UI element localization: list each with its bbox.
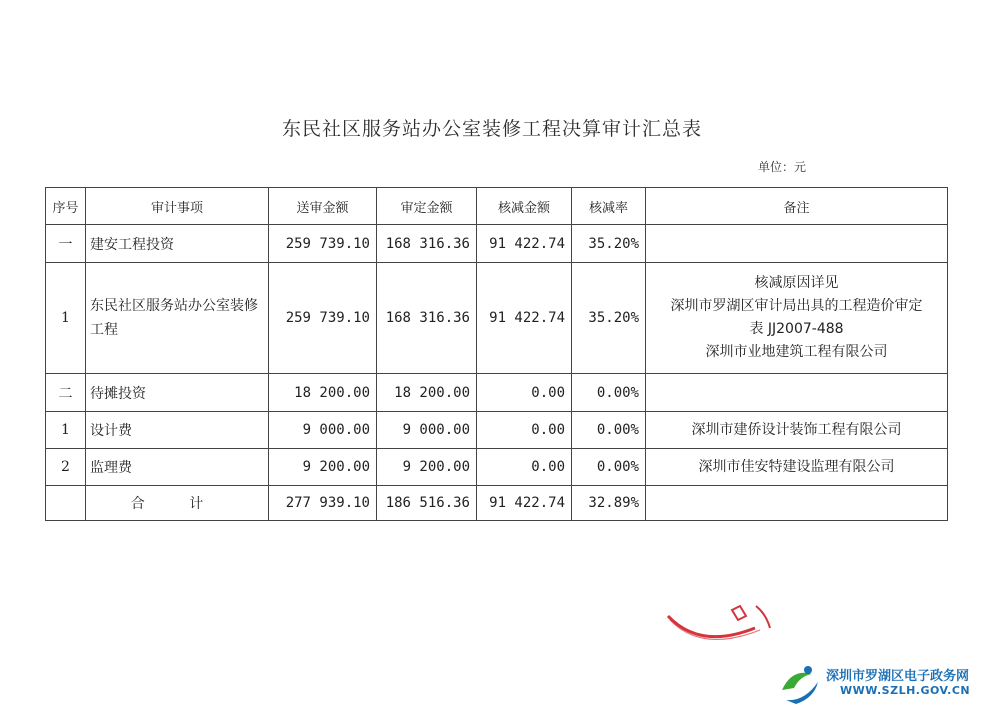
table-header-row xyxy=(46,188,948,225)
note-line: 表 JJ2007-488 xyxy=(749,321,844,337)
row-reduced: 91 422.74 xyxy=(477,225,572,263)
row-rate: 0.00% xyxy=(572,374,646,412)
header-approved-amount: 审定金额 xyxy=(377,188,477,225)
total-label: 合 计 xyxy=(86,486,269,521)
row-reduced: 0.00 xyxy=(477,412,572,449)
red-seal-stamp xyxy=(660,598,790,658)
row-submitted: 259 739.10 xyxy=(269,225,377,263)
row-note: 深圳市佳安特建设监理有限公司 xyxy=(646,449,948,486)
row-rate: 35.20% xyxy=(572,263,646,374)
row-rate: 0.00% xyxy=(572,412,646,449)
total-approved: 186 516.36 xyxy=(377,486,477,521)
row-index: 一 xyxy=(46,225,86,263)
row-index: 1 xyxy=(46,263,86,374)
table-row xyxy=(46,263,948,374)
table-row xyxy=(46,449,948,486)
row-index: 1 xyxy=(46,412,86,449)
header-index: 序号 xyxy=(46,188,86,225)
row-reduced: 0.00 xyxy=(477,449,572,486)
row-name: 设计费 xyxy=(86,412,269,449)
header-reduced-amount: 核减金额 xyxy=(477,188,572,225)
header-audit-item: 审计事项 xyxy=(86,188,269,225)
row-name: 建安工程投资 xyxy=(86,225,269,263)
note-line: 核减原因详见 xyxy=(754,275,839,291)
note-line: 深圳市业地建筑工程有限公司 xyxy=(705,344,888,360)
note-line: 深圳市罗湖区审计局出具的工程造价审定 xyxy=(670,298,923,314)
table-row xyxy=(46,374,948,412)
header-remarks: 备注 xyxy=(646,188,948,225)
row-approved: 9 200.00 xyxy=(377,449,477,486)
header-submitted-amount: 送审金额 xyxy=(269,188,377,225)
row-index: 二 xyxy=(46,374,86,412)
total-note xyxy=(646,486,948,521)
row-approved: 9 000.00 xyxy=(377,412,477,449)
row-approved: 168 316.36 xyxy=(377,263,477,374)
row-note xyxy=(646,225,948,263)
row-submitted: 259 739.10 xyxy=(269,263,377,374)
audit-summary-table xyxy=(45,187,948,521)
total-index xyxy=(46,486,86,521)
row-index: 2 xyxy=(46,449,86,486)
row-reduced: 91 422.74 xyxy=(477,263,572,374)
row-note xyxy=(646,374,948,412)
row-reduced: 0.00 xyxy=(477,374,572,412)
row-submitted: 9 200.00 xyxy=(269,449,377,486)
total-row xyxy=(46,486,948,521)
row-approved: 168 316.36 xyxy=(377,225,477,263)
table-row xyxy=(46,225,948,263)
row-name: 待摊投资 xyxy=(86,374,269,412)
row-approved: 18 200.00 xyxy=(377,374,477,412)
total-reduced: 91 422.74 xyxy=(477,486,572,521)
header-reduction-rate: 核减率 xyxy=(572,188,646,225)
row-note xyxy=(646,263,948,374)
row-note: 深圳市建侨设计装饰工程有限公司 xyxy=(646,412,948,449)
watermark-site-url: WWW.SZLH.GOV.CN xyxy=(840,684,971,697)
row-submitted: 9 000.00 xyxy=(269,412,377,449)
row-rate: 35.20% xyxy=(572,225,646,263)
row-submitted: 18 200.00 xyxy=(269,374,377,412)
watermark-site-name: 深圳市罗湖区电子政务网 xyxy=(826,669,970,684)
row-name: 东民社区服务站办公室装修工程 xyxy=(86,263,269,374)
document-title: 东民社区服务站办公室装修工程决算审计汇总表 xyxy=(281,118,702,140)
currency-unit: 单位：元 xyxy=(758,160,807,174)
row-name: 监理费 xyxy=(86,449,269,486)
table-row xyxy=(46,412,948,449)
row-rate: 0.00% xyxy=(572,449,646,486)
total-rate: 32.89% xyxy=(572,486,646,521)
total-submitted: 277 939.10 xyxy=(269,486,377,521)
